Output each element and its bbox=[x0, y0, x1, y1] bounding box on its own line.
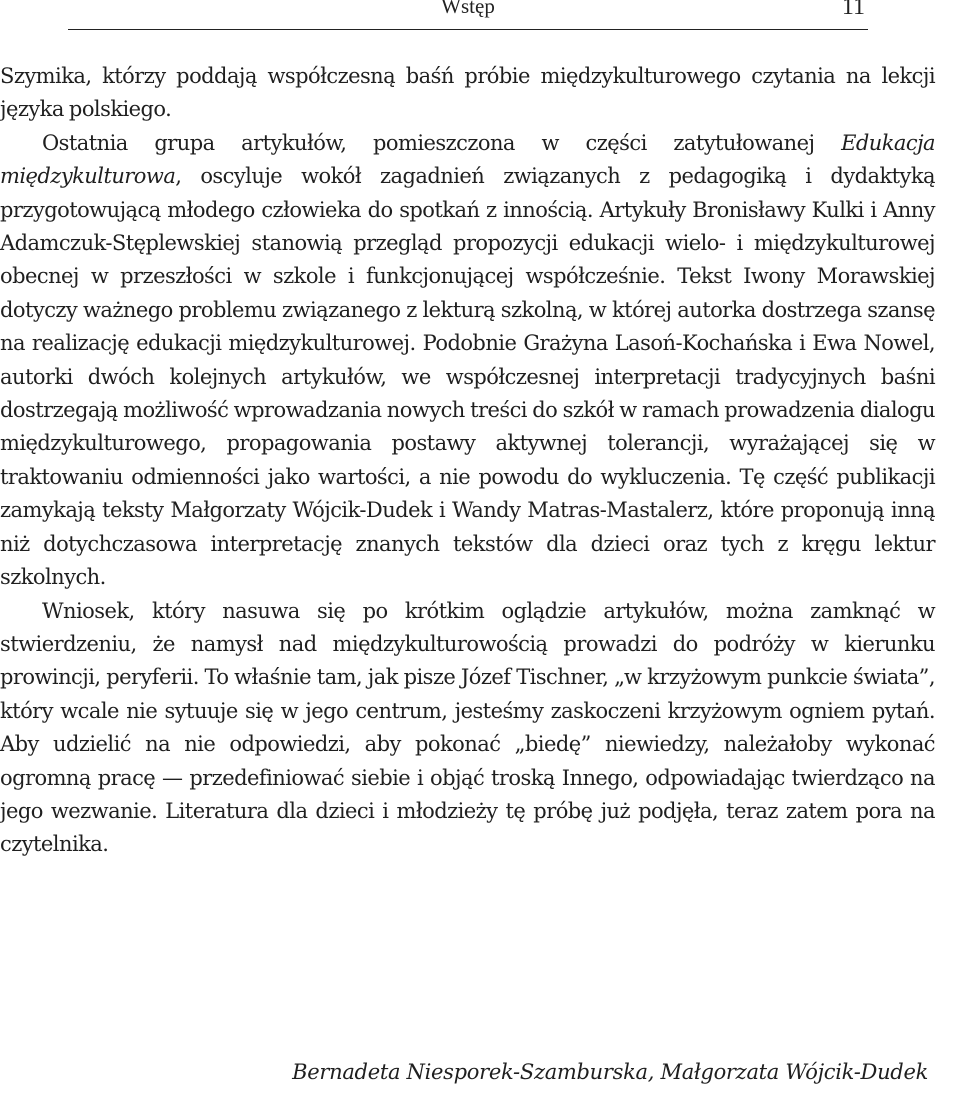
page-number: 11 bbox=[841, 0, 865, 20]
running-header bbox=[68, 0, 868, 30]
paragraph-text: Ostatnia grupa artykułów, pomieszczona w części zatytułowanej bbox=[42, 130, 842, 155]
paragraph-3 bbox=[0, 595, 935, 862]
paragraph-text: Szymika, którzy poddają współczesną baśń próbie międzykulturowego czytania na lekcji języka polskiego. bbox=[0, 64, 935, 122]
paragraph-text: , oscyluje wokół zagadnień związanych z pedagogiką i dydaktyką przygotowującą młodego człowieka do spotkań z innością. Artykuły Bronisławy Kulki i Anny Adamczuk-Stęplewskiej stanowią przegląd propozycji edukacji wielo- i międzykulturowej obecnej w przeszłości w szkole i funkcjonującej współcześnie. Tekst Iwony Morawskiej dotyczy ważnego problemu związanego z lekturą szkolną, w której autorka dostrzega szansę na realizację edukacji międzykulturowej. Podobnie Grażyna Lasoń-Kochańska i Ewa Nowel, autorki dwóch kolejnych artykułów, we współczesnej interpretacji tradycyjnych baśni dostrzegają możliwość wprowadzania nowych treści do szkół w ramach prowadzenia dialogu międzykulturowego, propagowania postawy aktywnej tolerancji, wyrażającej się w traktowaniu odmienności jako wartości, a nie powodu do wykluczenia. Tę część publikacji zamykają teksty Małgorzaty Wójcik-Dudek i Wandy Matras-Mastalerz, które proponują inną niż dotychczasowa interpretację znanych tekstów dla dzieci oraz tych z kręgu lektur szkolnych. bbox=[0, 164, 935, 590]
paragraph-1 bbox=[0, 60, 935, 127]
body-text bbox=[0, 60, 935, 862]
running-title: Wstęp bbox=[441, 0, 495, 18]
section-title-italic: Edukacja międzykulturowa bbox=[0, 130, 935, 189]
paragraph-text: Wniosek, który nasuwa się po krótkim oglądzie artykułów, można zamknąć w stwierdzeniu, że namysł nad międzykulturowością prowadzi do podróży w kierunku prowincji, peryferii. To właśnie tam, jak pisze Józef Tischner, „w krzyżowym punkcie świata”, który wcale nie sytuuje się w jego centrum, jesteśmy zaskoczeni krzyżowym ogniem pytań. Aby udzielić na nie odpowiedzi, aby pokonać „biedę” niewiedzy, należałoby wykonać ogromną pracę — przedefiniować siebie i objąć troską Innego, odpowiadając twierdząco na jego wezwanie. Literatura dla dzieci i młodzieży tę próbę już podjęła, teraz zatem pora na czytelnika. bbox=[0, 598, 935, 857]
authors-signature: Bernadeta Niesporek-Szamburska, Małgorzata Wójcik-Dudek bbox=[292, 1060, 928, 1084]
paragraph-2 bbox=[0, 127, 935, 595]
